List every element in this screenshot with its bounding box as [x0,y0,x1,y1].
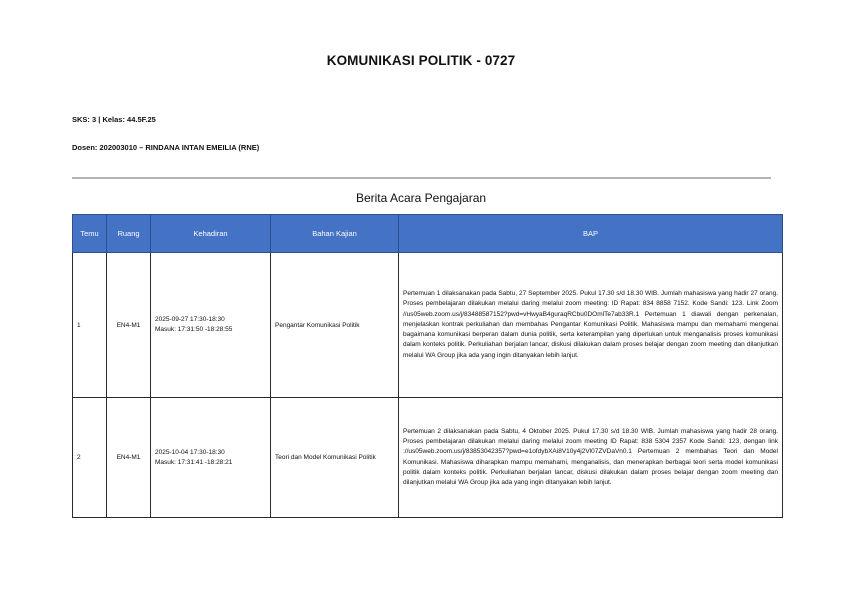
sks-kelas-info: SKS: 3 | Kelas: 44.5F.25 [72,115,156,124]
kehadiran-masuk: Masuk: 17:31:50 -18:28:55 [155,326,233,333]
section-title: Berita Acara Pengajaran [355,191,487,205]
kehadiran-jadwal: 2025-09-27 17:30-18:30 [155,316,225,323]
cell-temu: 1 [73,253,107,398]
table-header-row [73,215,783,253]
cell-temu: 2 [73,398,107,518]
kehadiran-masuk: Masuk: 17:31:41 -18:28:21 [155,458,233,466]
cell-ruang: EN4-M1 [107,398,151,518]
divider [72,177,771,179]
document-title: KOMUNIKASI POLITIK - 0727 [326,53,516,68]
cell-kehadiran [151,253,271,398]
kehadiran-jadwal: 2025-10-04 17:30-18:30 [155,448,225,456]
bap-table [72,214,783,518]
column-header-kehadiran: Kehadiran [151,215,271,253]
dosen-info: Dosen: 202003010 – RINDANA INTAN EMEILIA (RNE) [72,143,260,152]
cell-bahan-kajian: Teori dan Model Komunikasi Politik [271,398,399,518]
cell-bahan-kajian: Pengantar Komunikasi Politik [271,253,399,398]
cell-kehadiran [151,398,271,518]
column-header-bahan-kajian: Bahan Kajian [271,215,399,253]
cell-ruang: EN4-M1 [107,253,151,398]
table-row [73,253,783,398]
column-header-temu: Temu [73,215,107,253]
column-header-bap: BAP [399,215,783,253]
table-row [73,398,783,518]
column-header-ruang: Ruang [107,215,151,253]
cell-bap: Pertemuan 1 dilaksanakan pada Sabtu, 27 September 2025. Pukul 17.30 s/d 18.30 WIB. Jumlah mahasiswa yang hadir 27 orang. Proses pembelajaran dilakukan melalui daring melalui zoom meeting: ID Rapat: 834 8858 7152. Kode Sandi: 123. Link Zoom //us05web.zoom.us/j/83488587152?pwd=vHwyaB4guraqRCbu0DOmlTe7ab33R.1 Pertemuan 1 diawali dengan perkenalan, menjelaskan kontrak perkuliahan dan membahas Pengantar Komunikasi Politik. Mahasiswa mampu dan memahami mengenai bagaimana komunikasi berperan dalam dunia politik, serta keterampilan yang diperlukan untuk menganalisis proses komunikasi dalam konteks politik. Perkuliahan berjalan lancar, diskusi dilakukan dalam proses belajar dengan zoom meeting dan dilanjutkan melalui WA Group jika ada yang ingin ditanyakan lebih lanjut. [399,253,783,398]
cell-bap: Pertemuan 2 dilaksanakan pada Sabtu, 4 Oktober 2025. Pukul 17.30 s/d 18.30 WIB. Jumlah mahasiswa yang hadir 28 orang. Proses pembelajaran dilakukan melalui daring melalui zoom meeting ID Rapat: 838 5304 2357 Kode Sandi: 123, dengan link ://us05web.zoom.us/j/83853042357?pwd=e1ofdybXAi8V10y4j2Vl07ZVDaVn0.1 Pertemuan 2 membahas Teori dan Model Komunikasi. Mahasiswa diharapkan mampu memahami, menganalisis, dan menerapkan berbagai teori serta model komunikasi politik dalam konteks politik. Perkuliahan berjalan lancar, diskusi dilakukan dalam proses belajar dengan zoom meeting dan dilanjutkan melalui WA Group jika ada yang ingin ditanyakan lebih lanjut. [399,398,783,518]
